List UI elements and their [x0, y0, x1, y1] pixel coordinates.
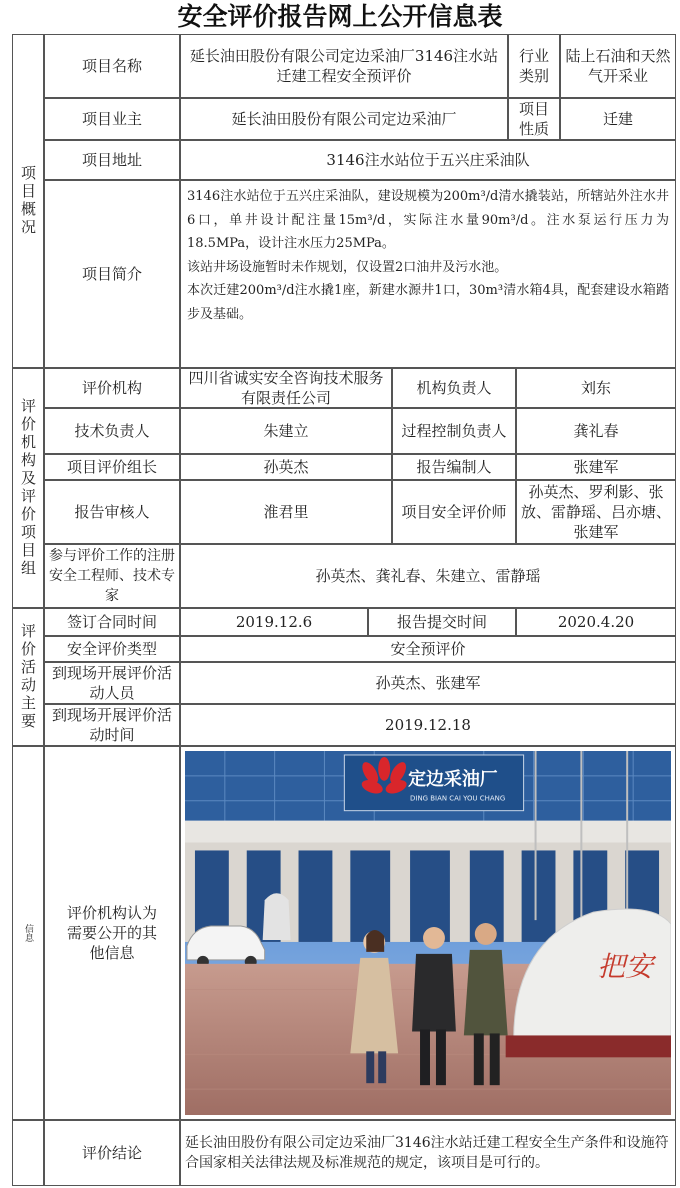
site-photo	[180, 746, 676, 1120]
evaluators-label: 项目安全评价师	[392, 480, 516, 544]
team-leader-value: 孙英杰	[180, 454, 392, 480]
agency-value: 四川省诚实安全咨询技术服务有限责任公司	[180, 368, 392, 408]
project-nature-value: 迁建	[560, 98, 676, 140]
contract-date-value: 2019.12.6	[180, 608, 368, 636]
project-nature-label: 项目性质	[508, 98, 560, 140]
section-evaluation-org: 评价机构及评价项目组	[12, 368, 44, 608]
agency-label: 评价机构	[44, 368, 180, 408]
section-evaluation-activity: 评价活动主要	[12, 608, 44, 746]
tech-head-value: 朱建立	[180, 408, 392, 454]
reviewer-value: 淮君里	[180, 480, 392, 544]
reviewer-label: 报告审核人	[44, 480, 180, 544]
info-table	[12, 34, 676, 1188]
agency-head-value: 刘东	[516, 368, 676, 408]
experts-label: 参与评价工作的注册安全工程师、技术专家	[44, 544, 180, 608]
project-name-value: 延长油田股份有限公司定边采油厂3146注水站迁建工程安全预评价	[180, 34, 508, 98]
report-author-value: 张建军	[516, 454, 676, 480]
process-head-value: 龚礼春	[516, 408, 676, 454]
site-people-label: 到现场开展评价活动人员	[44, 662, 180, 704]
project-intro-paragraph: 3146注水站位于五兴庄采油队，建设规模为200m³/d清水撬装站，所辖站外注水井6口，单井设计配注量15m³/d，实际注水量90m³/d。注水泵运行压力为18.5MPa，设计注水压力25MPa。	[187, 189, 669, 251]
industry-value: 陆上石油和天然气开采业	[560, 34, 676, 98]
project-address-label: 项目地址	[44, 140, 180, 180]
site-photo-image	[185, 751, 671, 1115]
building-sign-subtext: DING BIAN CAI YOU CHANG	[410, 794, 506, 803]
other-info-label: 评价机构认为需要公开的其他信息	[44, 746, 180, 1120]
site-people-value: 孙英杰、张建军	[180, 662, 676, 704]
project-intro-text	[180, 180, 676, 368]
site-time-value: 2019.12.18	[180, 704, 676, 746]
team-leader-label: 项目评价组长	[44, 454, 180, 480]
tech-head-label: 技术负责人	[44, 408, 180, 454]
conclusion-text: 延长油田股份有限公司定边采油厂3146注水站迁建工程安全生产条件和设施符合国家相关法律法规及标准规范的规定，该项目是可行的。	[180, 1120, 676, 1186]
contract-date-label: 签订合同时间	[44, 608, 180, 636]
eval-type-label: 安全评价类型	[44, 636, 180, 662]
industry-label: 行业类别	[508, 34, 560, 98]
evaluators-value: 孙英杰、罗利影、张放、雷静瑶、吕亦塘、张建军	[516, 480, 676, 544]
project-address-value: 3146注水站位于五兴庄采油队	[180, 140, 676, 180]
process-head-label: 过程控制负责人	[392, 408, 516, 454]
project-owner-value: 延长油田股份有限公司定边采油厂	[180, 98, 508, 140]
conclusion-label: 评价结论	[44, 1120, 180, 1186]
section-other-info: 信息	[12, 746, 44, 1120]
project-intro-paragraph: 该站井场设施暂时未作规划，仅设置2口油井及污水池。	[187, 259, 508, 275]
site-time-label: 到现场开展评价活动时间	[44, 704, 180, 746]
rock-calligraphy: 把安	[597, 949, 654, 983]
building-sign-text: 定边采油厂	[408, 768, 498, 790]
experts-value: 孙英杰、龚礼春、朱建立、雷静瑶	[180, 544, 676, 608]
report-author-label: 报告编制人	[392, 454, 516, 480]
project-intro-label: 项目简介	[44, 180, 180, 368]
conclusion-blank-cell	[12, 1120, 44, 1186]
project-intro-paragraph: 本次迁建200m³/d注水撬1座，新建水源井1口，30m³清水箱4具，配套建设水箱踏步及基础。	[187, 283, 669, 322]
eval-type-value: 安全预评价	[180, 636, 676, 662]
submit-date-label: 报告提交时间	[368, 608, 516, 636]
project-name-label: 项目名称	[44, 34, 180, 98]
submit-date-value: 2020.4.20	[516, 608, 676, 636]
project-owner-label: 项目业主	[44, 98, 180, 140]
agency-head-label: 机构负责人	[392, 368, 516, 408]
section-project-overview: 项目概况	[12, 34, 44, 368]
page-title: 安全评价报告网上公开信息表	[177, 2, 503, 31]
